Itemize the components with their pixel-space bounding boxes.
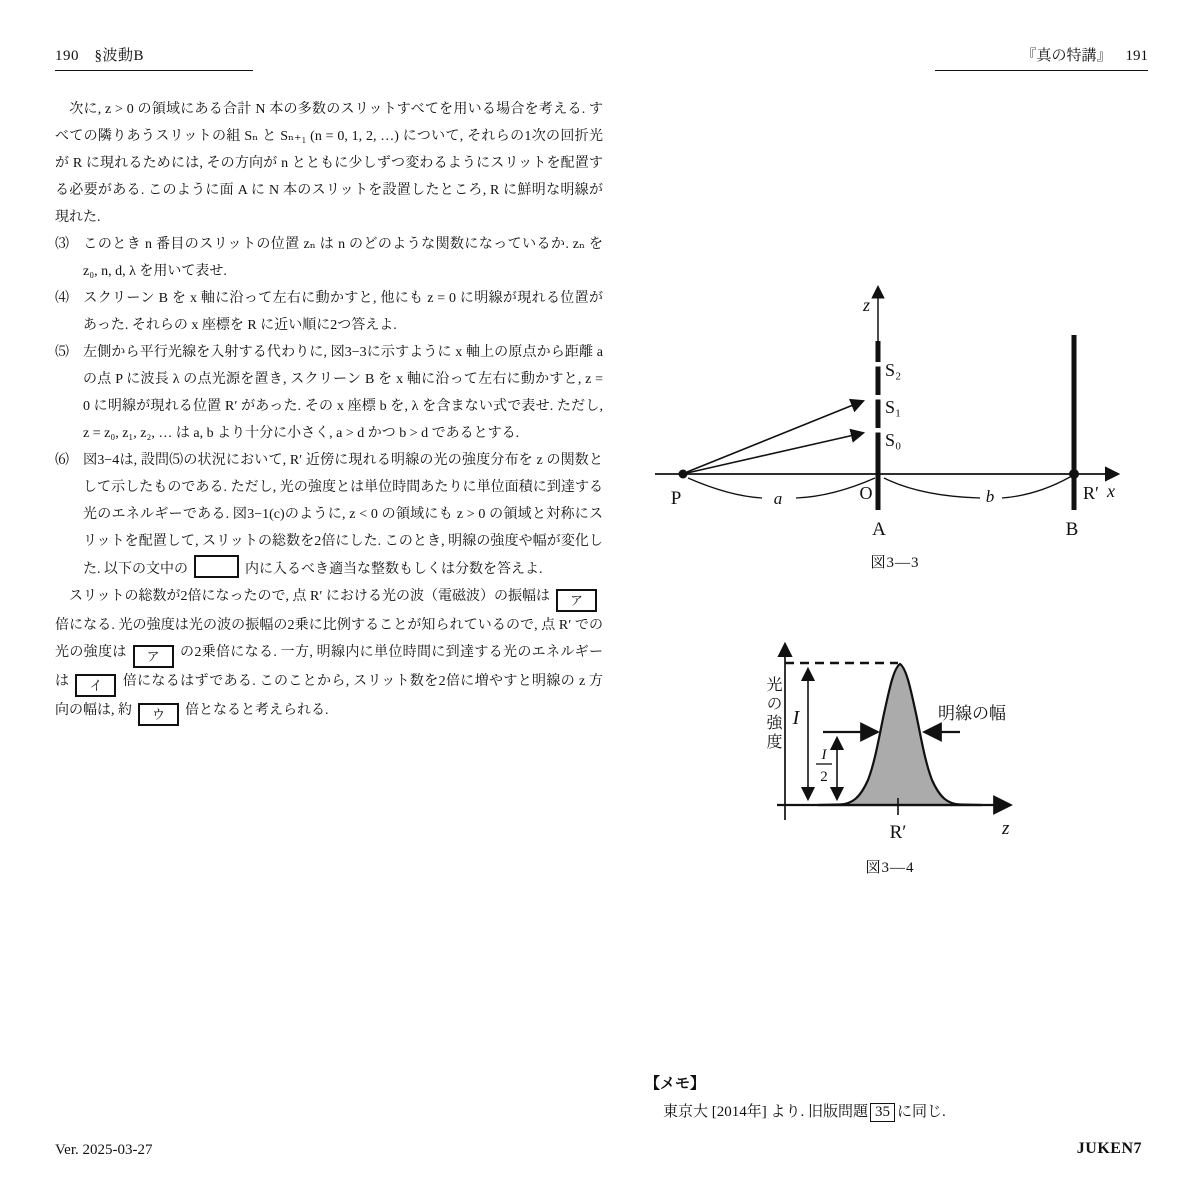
bright-line-width-label: 明線の幅 <box>938 704 1006 723</box>
footer-version: Ver. 2025-03-27 <box>55 1142 153 1158</box>
memo-note <box>663 1100 946 1122</box>
question-6-text-after: 内に入るべき適当な整数もしくは分数を答えよ. <box>245 562 543 577</box>
screen-b-label: B <box>1065 519 1079 540</box>
answer-box-a2: ア <box>133 645 174 668</box>
intensity-peak-curve <box>818 664 982 805</box>
slit-s2-label: S₂ <box>885 360 902 380</box>
figure-3-4-caption: 図3—4 <box>865 860 915 876</box>
point-p-label: P <box>670 488 682 509</box>
question-5-number: ⑸ <box>55 345 69 360</box>
distance-a-label: a <box>773 489 783 508</box>
r-prime-position-label: R′ <box>889 822 907 843</box>
z-axis-label: z <box>862 295 870 315</box>
memo-note-pre: 東京大 [2014年] より. 旧版問題 <box>663 1104 868 1120</box>
question-6 <box>55 447 603 583</box>
figure-3-4-drawing <box>740 628 1040 853</box>
question-4-text: スクリーン B を x 軸に沿って左右に動かすと, 他にも z = 0 に明線が現れる位置があった. それらの x 座標を R に近い順に2つ答えよ. <box>83 291 603 333</box>
fraction-numerator: I <box>821 747 827 763</box>
memo-heading: 【メモ】 <box>645 1076 706 1092</box>
intensity-i-label: I <box>792 707 800 729</box>
figure-3-3-drawing <box>650 273 1140 558</box>
slit-s1-label: S₁ <box>885 397 902 417</box>
footer-brand: JUKEN7 <box>1076 1140 1142 1157</box>
memo-problem-number-box: 35 <box>870 1103 895 1122</box>
ray-to-s0 <box>687 433 863 473</box>
question-5 <box>55 339 603 447</box>
fill-seg-4: 倍となると考えられる. <box>185 703 329 718</box>
fill-in-paragraph <box>55 583 603 726</box>
fill-seg-2: の2乗倍になる. 一方, 明線内に単位時間に到達する光のエネルギーは <box>55 645 604 689</box>
figure-3-3-caption: 図3—3 <box>870 555 920 571</box>
question-3 <box>55 231 603 285</box>
z-axis-label-fig34: z <box>1002 818 1010 839</box>
question-4-number: ⑷ <box>55 291 69 306</box>
intensity-axis-title: 光の強度 <box>764 676 781 752</box>
figure-3-4 <box>740 628 1040 853</box>
intro-paragraph: 次に, z > 0 の領域にある合計 N 本の多数のスリットすべてを用いる場合を考える. すべての隣りあうスリットの組 Sₙ と Sₙ₊₁ (n = 0, 1, 2, …) について, それらの1次の回折光が R に現れるためには, その方向が n とともに少しずつ変わるようにスリットを配置する必要がある. このように面 A に N 本のスリットを設置したところ, R に鮮明な明線が現れた. <box>55 102 603 225</box>
figure-3-3 <box>650 273 1140 558</box>
header-book-title <box>935 44 1148 71</box>
fill-seg-0: スリットの総数が2倍になったので, 点 R′ における光の波（電磁波）の振幅は <box>55 589 550 604</box>
point-p-dot <box>679 470 688 479</box>
x-axis-label: x <box>1107 481 1115 501</box>
fill-seg-3: 倍になるはずである. このことから, スリット数を2倍に増やすと明線の z 方向の幅は, 約 <box>55 674 604 718</box>
point-r-prime-dot <box>1069 469 1079 479</box>
question-4 <box>55 285 603 339</box>
origin-o-label: O <box>859 483 873 503</box>
half-intensity-fraction <box>816 747 832 785</box>
question-6-text-before: 図3−4は, 設問⑸の状況において, R′ 近傍に現れる明線の光の強度分布を z の関数として示したものである. ただし, 光の強度とは単位時間あたりに単位面積に到達する光のエネルギーである. 図3−1(c)のように, z < 0 の領域にも z > 0 の領域と対称にスリットを配置して, スリットの総数を2倍にした. このとき, 明線の強度や幅が変化した. 以下の文中の <box>83 453 603 577</box>
slit-s0-label: S₀ <box>885 430 902 450</box>
fraction-denominator: 2 <box>820 769 828 785</box>
question-3-text: このとき n 番目のスリットの位置 zₙ は n のどのような関数になっているか. zₙ を z₀, n, d, λ を用いて表せ. <box>83 237 603 279</box>
answer-box-u: ウ <box>138 703 179 726</box>
question-3-number: ⑶ <box>55 237 69 252</box>
book-title: 『真の特講』 <box>1021 48 1112 64</box>
problem-text-column <box>55 96 603 726</box>
memo-section <box>645 1072 946 1122</box>
ray-to-s1 <box>687 401 863 472</box>
header-section-title: 190 §波動B <box>55 44 253 71</box>
memo-note-post: に同じ. <box>897 1104 946 1120</box>
answer-box-i: イ <box>75 674 116 697</box>
page-number: 191 <box>1125 48 1148 64</box>
fill-seg-1: 倍になる. 光の強度は光の波の振幅の2乗に比例することが知られているので, 点 R′ での光の強度は <box>55 618 603 660</box>
distance-b-label: b <box>985 487 995 506</box>
r-prime-label: R′ <box>1083 483 1099 503</box>
question-5-text: 左側から平行光線を入射する代わりに, 図3−3に示すように x 軸上の原点から距離 a の点 P に波長 λ の点光源を置き, スクリーン B を x 軸に沿って左右に動かすと, z = 0 に明線が現れる位置 R′ があった. その x 座標 b を, λ を含まない式で表せ. ただし, z = z₀, z₁, z₂, … は a, b より十分に小さく, a > d かつ b > d であるとする. <box>83 345 603 441</box>
answer-box-a: ア <box>556 589 597 612</box>
plane-a-label: A <box>872 519 886 540</box>
question-6-number: ⑹ <box>55 453 69 468</box>
blank-answer-box <box>194 555 239 578</box>
